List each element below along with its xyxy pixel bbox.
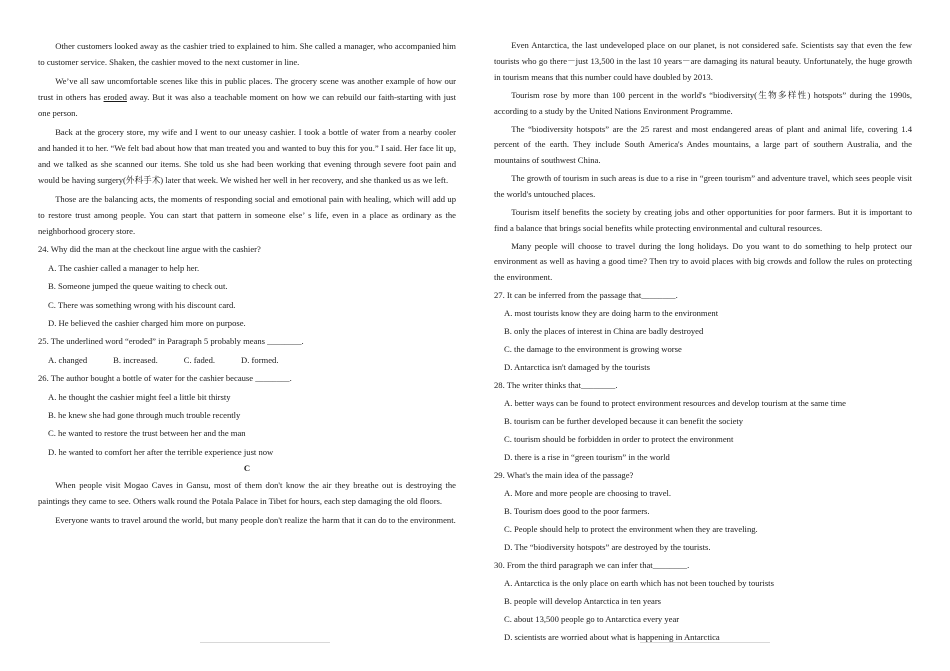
option-25b: B. increased. <box>113 354 158 365</box>
option-26d: D. he wanted to comfort her after the terrible experience just now <box>48 446 274 457</box>
option-29d: D. The “biodiversity hotspots” are destroyed by the tourists. <box>504 542 711 553</box>
option-27a: A. most tourists know they are doing harm to the environment <box>504 308 719 319</box>
option-30a: A. Antarctica is the only place on earth which has not been touched by tourists <box>504 578 774 589</box>
footer-divider <box>640 642 770 643</box>
underlined-word: eroded <box>103 91 127 102</box>
option-30d: D. scientists are worried about what is happening in Antarctica <box>504 631 720 642</box>
paragraph: Tourism rose by more than 100 percent in the world's “biodiversity(生物多样性) hotspots” during the 1990s, according to a study by the United Nations Environment Programme. <box>494 89 912 116</box>
question-30: 30. From the third paragraph we can infer that________. <box>494 560 690 571</box>
option-24c: C. There was something wrong with his discount card. <box>48 299 236 310</box>
paragraph-text: away. But it was also a teachable moment on how we can rebuild our faith-starting with just one person. <box>38 91 456 119</box>
option-24d: D. He believed the cashier charged him more on purpose. <box>48 317 246 328</box>
paragraph: Everyone wants to travel around the world, but many people don't realize the harm that it can do to the environment. <box>55 514 456 525</box>
option-26a: A. he thought the cashier might feel a little bit thirsty <box>48 391 231 402</box>
option-30c: C. about 13,500 people go to Antarctica every year <box>504 613 680 624</box>
option-30b: B. people will develop Antarctica in ten years <box>504 596 662 606</box>
question-25: 25. The underlined word “eroded” in Paragraph 5 probably means ________. <box>38 336 304 347</box>
option-28c: C. tourism should be forbidden in order to protect the environment <box>504 434 734 445</box>
question-28: 28. The writer thinks that________. <box>494 380 618 391</box>
paragraph-text: We’ve all saw uncomfortable scenes like this in public places. The grocery scene was another example of how our trust in others has <box>38 75 456 102</box>
paragraph: Other customers looked away as the cashier tried to explained to him. She called a manager, who accompanied him to customer service. Shaken, the cashier moved to the next customer in line. <box>38 41 456 68</box>
paragraph: The growth of tourism in such areas is due to a rise in “green tourism” and adventure travel, which sees people visit the world's untouched places. <box>494 173 912 199</box>
paragraph <box>38 73 456 122</box>
option-26b: B. he knew she had gone through much trouble recently <box>48 409 241 420</box>
options-25 <box>48 352 456 368</box>
option-29b: B. Tourism does good to the poor farmers. <box>504 506 650 517</box>
right-column <box>494 36 912 648</box>
paragraph: Those are the balancing acts, the moments of responding social and emotional pain with healing, which will add up to restore trust among people. You can start that pattern in someone else’ s life, even in a place as ordinary as the neighborhood grocery store. <box>38 193 456 236</box>
option-24b: B. Someone jumped the queue waiting to check out. <box>48 281 228 292</box>
option-27d: D. Antarctica isn't damaged by the tourists <box>504 362 650 373</box>
paragraph: Even Antarctica, the last undeveloped place on our planet, is not considered safe. Scientists say that even the few tourists who go there－just 13,500 in the last 10 years－are damaging its natural beauty. Unfortunately, the huge growth in tourism means that this number could have doubled by 2013. <box>494 40 912 82</box>
option-25a: A. changed <box>48 354 88 365</box>
option-29a: A. More and more people are choosing to travel. <box>504 488 672 499</box>
option-25d: D. formed. <box>241 354 279 365</box>
left-column <box>38 36 456 530</box>
paragraph: Many people will choose to travel during the long holidays. Do you want to do something to help protect our environment as well as having a good time? Then try to avoid places with big crowds and follow the rules on protecting the environment. <box>494 240 912 283</box>
footer-divider <box>200 642 330 643</box>
option-26c: C. he wanted to restore the trust between her and the man <box>48 428 246 439</box>
option-27b: B. only the places of interest in China are badly destroyed <box>504 326 704 337</box>
option-25c: C. faded. <box>183 354 216 365</box>
question-29: 29. What's the main idea of the passage? <box>494 470 634 481</box>
option-28a: A. better ways can be found to protect environment resources and develop tourism at the same time <box>504 398 846 409</box>
question-26: 26. The author bought a bottle of water for the cashier because ________. <box>38 373 292 384</box>
paragraph: Back at the grocery store, my wife and I went to our uneasy cashier. I took a bottle of water from a nearby cooler and handed it to her. “We felt bad about how that man treated you and wanted to buy this for you.” I said. Her face lit up, and we talked as she scanned our items. She told us she had been working that evening through severe foot pain and would be having surgery(外科手术) later that week. We wished her well in her recovery, and she thanked us as we left. <box>38 126 456 186</box>
question-24: 24. Why did the man at the checkout line argue with the cashier? <box>38 244 261 255</box>
option-28d: D. there is a rise in “green tourism” in the world <box>504 452 670 463</box>
paragraph: Tourism itself benefits the society by creating jobs and other opportunities for poor farmers. But it is important to find a balance that brings social benefits while protecting environmental and cultural resources. <box>494 206 912 233</box>
paragraph: The “biodiversity hotspots” are the 25 rarest and most endangered areas of plant and animal life, covering 1.4 percent of the earth. They include South America's Andes mountains, a large part of southern Australia, and the mountains of southwest China. <box>494 123 912 166</box>
option-27c: C. the damage to the environment is growing worse <box>504 344 682 355</box>
section-heading: C <box>243 463 251 474</box>
option-24a: A. The cashier called a manager to help her. <box>48 262 200 273</box>
paragraph: When people visit Mogao Caves in Gansu, most of them don't know the air they breathe out is destroying the paintings they came to see. Others walk round the Potala Palace in Tibet for hours, each step damaging the old floors. <box>38 480 456 507</box>
option-29c: C. People should help to protect the environment when they are traveling. <box>504 524 758 535</box>
option-28b: B. tourism can be further developed because it can benefit the society <box>504 416 744 427</box>
question-27: 27. It can be inferred from the passage that________. <box>494 290 678 301</box>
